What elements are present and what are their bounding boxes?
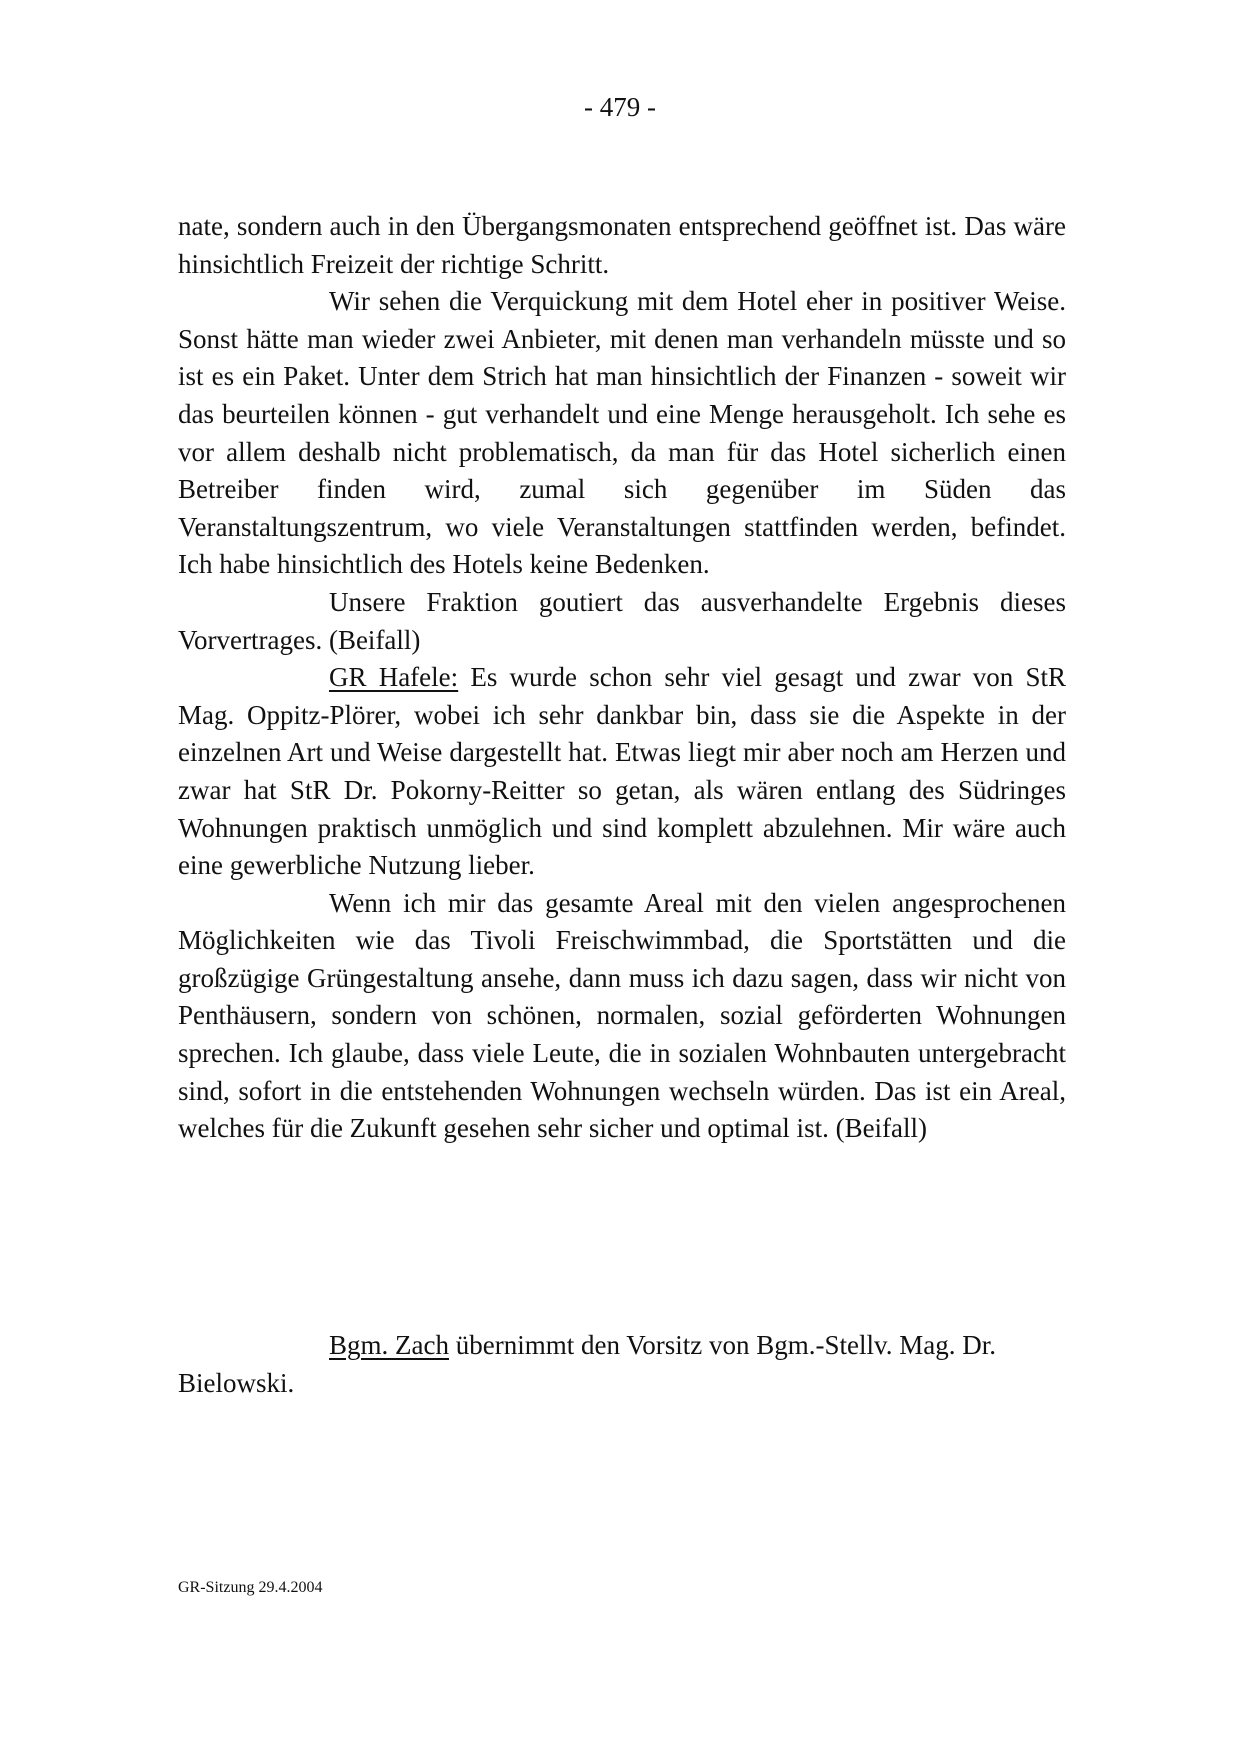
- paragraph-continuation: nate, sondern auch in den Übergangsmonaten entsprechend geöffnet ist. Das wäre hinsichtlich Freizeit der richtige Schritt.: [178, 211, 1066, 279]
- paragraph-housing-areal: Wenn ich mir das gesamte Areal mit den vielen angesprochenen Möglichkeiten wie das Tivoli Freischwimmbad, die Sportstätten und die großzügige Grüngestaltung ansehe, dann muss ich dazu sagen, dass wir nicht von Penthäusern, sondern von schönen, normalen, sozial geförderten Wohnungen sprechen. Ich glaube, dass viele Leute, die in sozialen Wohnbauten untergebracht sind, sofort in die entstehenden Wohnungen wechseln würden. Das ist ein Areal, welches für die Zukunft gesehen sehr sicher und optimal ist. (Beifall): [178, 887, 1066, 1144]
- page-number: - 479 -: [584, 92, 656, 122]
- chair-change-note: [178, 1326, 1066, 1402]
- chair-change-text: übernimmt den Vorsitz von Bgm.-Stellv. Mag. Dr. Bielowski.: [178, 1330, 996, 1398]
- paragraph-fraction-approval: Unsere Fraktion goutiert das ausverhandelte Ergebnis dieses Vorvertrages. (Beifall): [178, 586, 1066, 655]
- paragraph-hotel-assessment: Wir sehen die Verquickung mit dem Hotel eher in positiver Weise. Sonst hätte man wieder zwei Anbieter, mit denen man verhandeln müsste und so ist es ein Paket. Unter dem Strich hat man hinsichtlich der Finanzen - soweit wir das beurteilen können - gut verhandelt und eine Menge herausgeholt. Ich sehe es vor allem deshalb nicht problematisch, da man für das Hotel sicherlich einen Betreiber finden wird, zumal sich gegenüber im Süden das Veranstaltungszentrum, wo viele Veranstaltungen stattfinden werden, befindet. Ich habe hinsichtlich des Hotels keine Bedenken.: [178, 286, 1066, 580]
- paragraph-hafele-statement: [178, 659, 1066, 885]
- chair-change-paragraph: [178, 1326, 1066, 1402]
- speaker-name: GR Hafele:: [329, 662, 459, 693]
- speaker-statement: Es wurde schon sehr viel gesagt und zwar von StR Mag. Oppitz-Plörer, wobei ich sehr dankbar bin, dass sie die Aspekte in der einzelnen Art und Weise dargestellt hat. Etwas liegt mir aber noch am Herzen und zwar hat StR Dr. Pokorny-Reitter so getan, als wären entlang des Südringes Wohnungen praktisch unmöglich und sind komplett abzulehnen. Mir wäre auch eine gewerbliche Nutzung lieber.: [178, 662, 1066, 881]
- minutes-body: [178, 208, 1066, 1148]
- chair-speaker-name: Bgm. Zach: [329, 1330, 449, 1360]
- footer-session-label: GR-Sitzung 29.4.2004: [178, 1579, 323, 1596]
